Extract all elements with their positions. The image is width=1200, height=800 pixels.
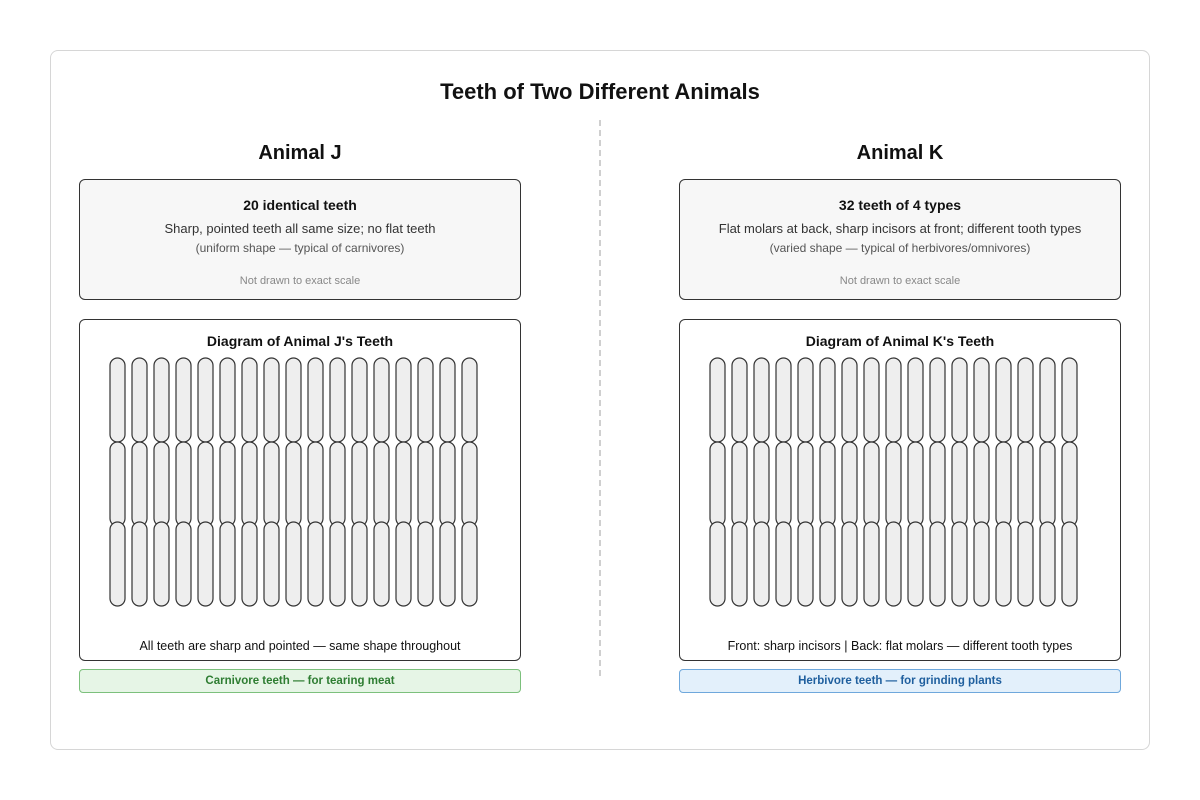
tooth xyxy=(776,522,791,606)
tooth xyxy=(110,522,125,606)
animal-k-info-box xyxy=(679,179,1121,300)
tooth xyxy=(886,442,901,526)
tooth xyxy=(930,358,945,442)
tooth xyxy=(440,358,455,442)
animal-k-diet-badge: Herbivore teeth — for grinding plants xyxy=(679,669,1121,693)
tooth xyxy=(842,358,857,442)
animal-j-scale-note: Not drawn to exact scale xyxy=(239,275,361,287)
tooth xyxy=(308,358,323,442)
page-title: Teeth of Two Different Animals xyxy=(440,79,760,104)
tooth xyxy=(176,442,191,526)
tooth xyxy=(886,522,901,606)
tooth xyxy=(1040,522,1055,606)
tooth xyxy=(132,442,147,526)
tooth xyxy=(396,522,411,606)
tooth xyxy=(330,522,345,606)
tooth xyxy=(418,358,433,442)
animal-k-teeth-svg xyxy=(680,320,1120,660)
tooth xyxy=(798,522,813,606)
tooth xyxy=(374,442,389,526)
tooth xyxy=(264,442,279,526)
tooth xyxy=(996,442,1011,526)
tooth xyxy=(242,358,257,442)
tooth xyxy=(710,358,725,442)
tooth xyxy=(1018,442,1033,526)
tooth xyxy=(1062,442,1077,526)
tooth xyxy=(220,442,235,526)
tooth xyxy=(330,358,345,442)
tooth xyxy=(418,522,433,606)
animal-k-column xyxy=(679,0,1121,800)
tooth xyxy=(798,442,813,526)
tooth xyxy=(842,522,857,606)
animal-j-diet-badge: Carnivore teeth — for tearing meat xyxy=(79,669,521,693)
animal-j-teeth-svg xyxy=(80,320,520,660)
tooth xyxy=(418,442,433,526)
tooth xyxy=(308,522,323,606)
tooth xyxy=(776,442,791,526)
animal-j-teeth-diagram xyxy=(79,319,521,661)
tooth xyxy=(374,358,389,442)
tooth xyxy=(732,358,747,442)
tooth xyxy=(996,358,1011,442)
animal-j-info-note: (uniform shape — typical of carnivores) xyxy=(195,241,405,255)
tooth xyxy=(308,442,323,526)
tooth xyxy=(176,358,191,442)
animal-j-diagram-caption: All teeth are sharp and pointed — same shape throughout xyxy=(139,639,461,653)
tooth xyxy=(710,522,725,606)
tooth xyxy=(1040,442,1055,526)
tooth xyxy=(974,442,989,526)
tooth xyxy=(732,522,747,606)
animal-j-info-description: Sharp, pointed teeth all same size; no flat teeth xyxy=(164,221,436,236)
tooth xyxy=(996,522,1011,606)
tooth xyxy=(1062,358,1077,442)
tooth xyxy=(974,358,989,442)
tooth xyxy=(264,522,279,606)
tooth xyxy=(798,358,813,442)
tooth xyxy=(462,358,477,442)
animal-k-info-note: (varied shape — typical of herbivores/omnivores) xyxy=(769,241,1031,255)
animal-k-info-description: Flat molars at back, sharp incisors at front; different tooth types xyxy=(718,221,1082,236)
tooth xyxy=(732,442,747,526)
tooth xyxy=(286,358,301,442)
tooth xyxy=(242,442,257,526)
tooth xyxy=(1062,522,1077,606)
tooth xyxy=(440,522,455,606)
tooth xyxy=(754,522,769,606)
tooth xyxy=(776,358,791,442)
tooth xyxy=(132,358,147,442)
tooth xyxy=(820,442,835,526)
tooth xyxy=(710,442,725,526)
animal-j-diagram-title: Diagram of Animal J's Teeth xyxy=(206,333,394,349)
tooth xyxy=(396,442,411,526)
animal-j-info-heading: 20 identical teeth xyxy=(243,197,357,213)
tooth xyxy=(330,442,345,526)
tooth xyxy=(462,522,477,606)
tooth xyxy=(908,358,923,442)
tooth xyxy=(952,442,967,526)
tooth xyxy=(198,522,213,606)
tooth xyxy=(176,522,191,606)
animal-j-title: Animal J xyxy=(258,142,342,164)
tooth xyxy=(930,522,945,606)
tooth xyxy=(198,442,213,526)
tooth xyxy=(886,358,901,442)
animal-k-title: Animal K xyxy=(856,142,944,164)
tooth xyxy=(1040,358,1055,442)
tooth xyxy=(242,522,257,606)
column-divider xyxy=(599,120,601,676)
tooth xyxy=(820,358,835,442)
animal-k-teeth-diagram xyxy=(679,319,1121,661)
tooth xyxy=(820,522,835,606)
tooth xyxy=(930,442,945,526)
animal-k-scale-note: Not drawn to exact scale xyxy=(839,275,961,287)
tooth xyxy=(908,442,923,526)
tooth xyxy=(286,522,301,606)
tooth xyxy=(198,358,213,442)
tooth xyxy=(154,522,169,606)
tooth xyxy=(352,442,367,526)
tooth xyxy=(864,358,879,442)
tooth xyxy=(462,442,477,526)
tooth xyxy=(110,442,125,526)
tooth xyxy=(154,358,169,442)
animal-j-info-box xyxy=(79,179,521,300)
animal-k-diagram-caption: Front: sharp incisors | Back: flat molars — different tooth types xyxy=(727,639,1073,653)
tooth xyxy=(132,522,147,606)
tooth xyxy=(374,522,389,606)
tooth xyxy=(974,522,989,606)
tooth xyxy=(908,522,923,606)
tooth xyxy=(864,442,879,526)
tooth xyxy=(264,358,279,442)
tooth xyxy=(220,522,235,606)
tooth xyxy=(842,442,857,526)
tooth xyxy=(440,442,455,526)
tooth xyxy=(1018,522,1033,606)
tooth xyxy=(754,358,769,442)
animal-j-column xyxy=(79,0,521,800)
tooth xyxy=(1018,358,1033,442)
tooth xyxy=(110,358,125,442)
tooth xyxy=(286,442,301,526)
tooth xyxy=(396,358,411,442)
animal-k-diagram-title: Diagram of Animal K's Teeth xyxy=(805,333,995,349)
tooth xyxy=(754,442,769,526)
tooth xyxy=(864,522,879,606)
animal-k-info-heading: 32 teeth of 4 types xyxy=(838,197,962,213)
tooth xyxy=(952,358,967,442)
tooth xyxy=(952,522,967,606)
tooth xyxy=(352,522,367,606)
tooth xyxy=(220,358,235,442)
tooth xyxy=(154,442,169,526)
tooth xyxy=(352,358,367,442)
